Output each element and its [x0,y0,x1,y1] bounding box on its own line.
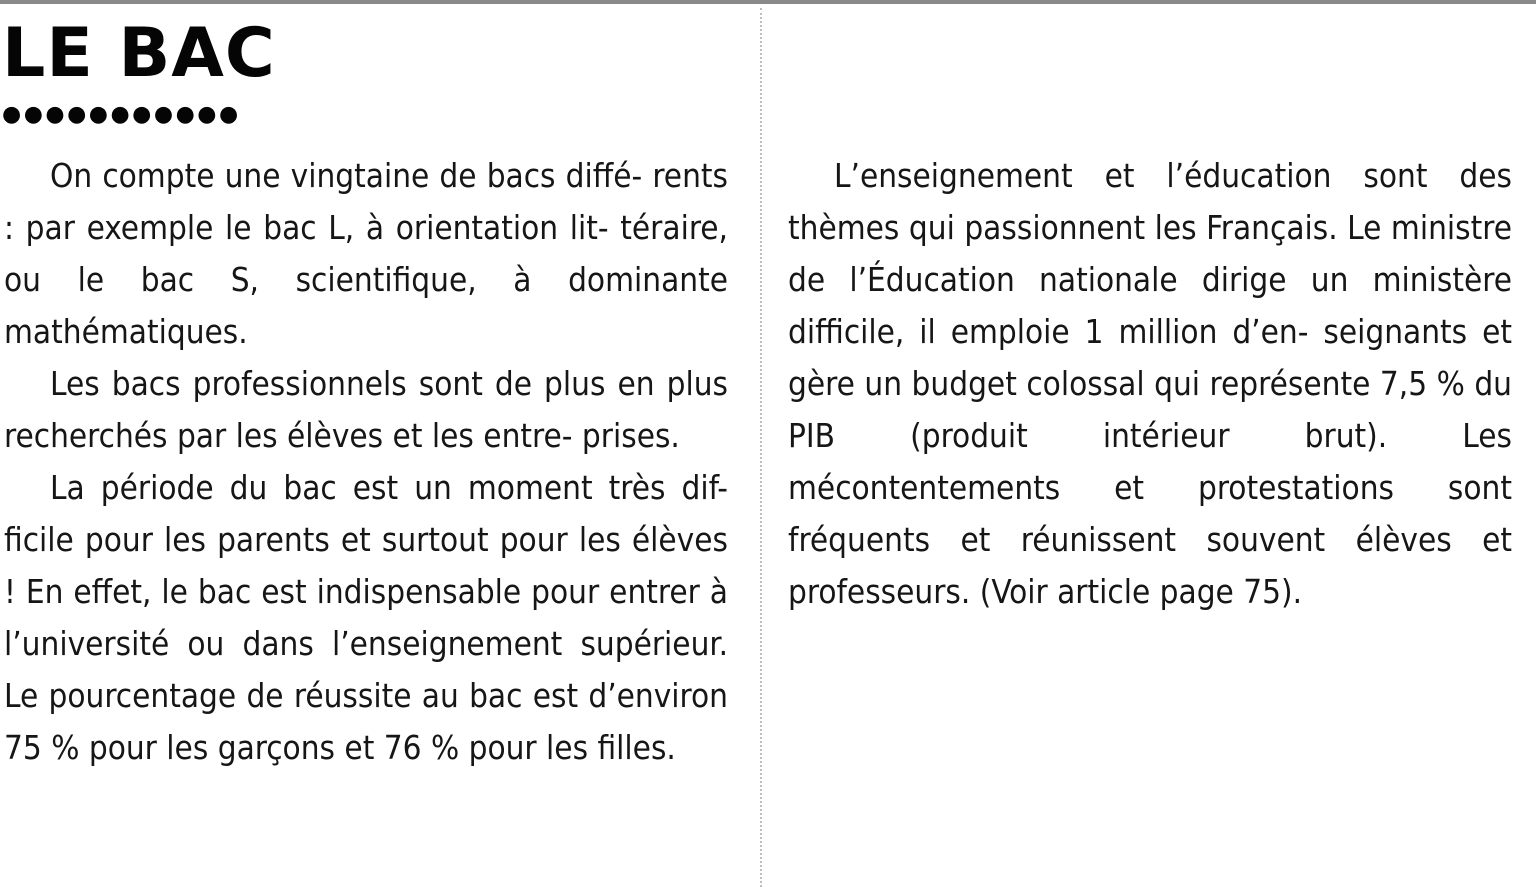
column-divider [760,8,762,887]
left-paragraph-2: Les bacs professionnels sont de plus en plus recherchés par les élèves et les entre- prises. [4,364,728,455]
left-paragraph-1: On compte une vingtaine de bacs diffé- rents : par exemple le bac L, à orientation lit- téraire, ou le bac S, scientifique, à dominante mathématiques. [4,156,728,351]
right-paragraph-1: L’enseignement et l’éducation sont des thèmes qui passionnent les Français. Le ministre de l’Éducation nationale dirige un ministère difficile, il emploie 1 million d’en- seignants et gère un budget colossal qui représente 7,5 % du PIB (produit intérieur brut). Les mécontentements et protestations sont fréquents et réunissent souvent élèves et professeurs. (Voir article page 75). [788,156,1512,611]
left-paragraph-3: La période du bac est un moment très dif- ficile pour les parents et surtout pour les élèves ! En effet, le bac est indispensable pour entrer à l’université ou dans l’enseignement supérieur. Le pourcentage de réussite au bac est d’environ 75 % pour les garçons et 76 % pour les filles. [4,468,728,767]
right-column [788,150,1512,618]
article-title: LE BAC [2,14,276,93]
title-dot-rule: ●●●●●●●●●●● [2,102,241,127]
left-column [4,150,728,774]
